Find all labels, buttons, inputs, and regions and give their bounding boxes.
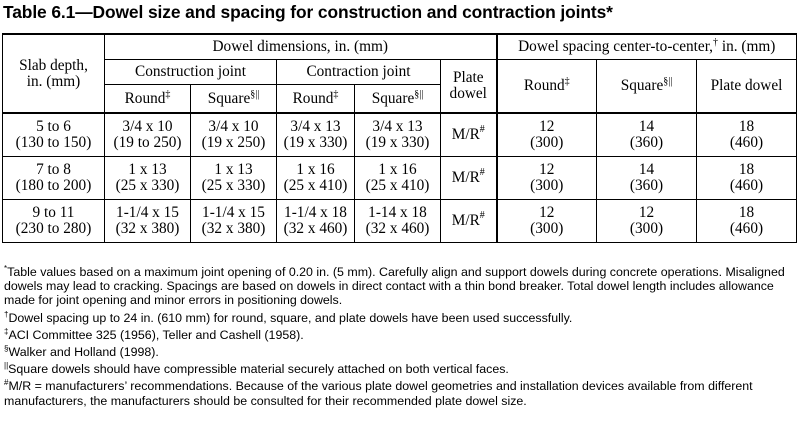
cell-construction-round: 3/4 x 10 (19 to 250)	[105, 113, 191, 157]
table-row	[3, 113, 797, 157]
cell-construction-square: 3/4 x 10 (19 x 250)	[191, 113, 277, 157]
cell-contraction-square: 3/4 x 13 (19 x 330)	[355, 113, 441, 157]
cell-spacing-square: 14 (360)	[597, 157, 697, 200]
cell-slab-depth: 9 to 11 (230 to 280)	[3, 200, 105, 243]
cell-slab-depth: 5 to 6 (130 to 150)	[3, 113, 105, 157]
header-contraction-square: Square§||	[355, 85, 441, 114]
cell-construction-square: 1-1/4 x 15 (32 x 380)	[191, 200, 277, 243]
cell-spacing-plate: 18 (460)	[697, 157, 797, 200]
footnotes	[4, 265, 798, 411]
cell-slab-depth: 7 to 8 (180 to 200)	[3, 157, 105, 200]
footnote: #M/R = manufacturers’ recommendations. Because of the various plate dowel geometries and installation devices available from different manufacturers, the manufacturers should be consulted for their recommended plate dowel size.	[4, 378, 753, 408]
footnote: ||Square dowels should have compressible material securely attached on both vertical faces.	[4, 361, 509, 377]
cell-construction-square: 1 x 13 (25 x 330)	[191, 157, 277, 200]
cell-contraction-square: 1-14 x 18 (32 x 460)	[355, 200, 441, 243]
table-row	[3, 157, 797, 200]
table-title: Table 6.1—Dowel size and spacing for construction and contraction joints*	[3, 2, 613, 22]
header-spacing-round: Round‡	[497, 60, 597, 114]
header-contraction-round: Round‡	[277, 85, 355, 114]
cell-spacing-square: 12 (300)	[597, 200, 697, 243]
cell-spacing-round: 12 (300)	[497, 157, 597, 200]
header-contraction-joint: Contraction joint	[277, 60, 441, 85]
cell-spacing-round: 12 (300)	[497, 200, 597, 243]
header-plate-dowel: Plate dowel	[441, 60, 497, 114]
cell-plate-dowel: M/R#	[441, 157, 497, 200]
header-spacing-plate-dowel: Plate dowel	[697, 60, 797, 114]
cell-contraction-round: 3/4 x 13 (19 x 330)	[277, 113, 355, 157]
footnote: *Table values based on a maximum joint opening of 0.20 in. (5 mm). Carefully align and support dowels during concrete operations. Misaligned dowels may lead to cracking. Spacings are based on dowels in direct contact with a thin bond breaker. Total dowel length includes allowance made for joint opening and minor errors in positioning dowels.	[4, 264, 785, 308]
header-construction-joint: Construction joint	[105, 60, 277, 85]
header-dowel-dimensions: Dowel dimensions, in. (mm)	[105, 34, 497, 60]
cell-construction-round: 1-1/4 x 15 (32 x 380)	[105, 200, 191, 243]
cell-plate-dowel: M/R#	[441, 200, 497, 243]
cell-plate-dowel: M/R#	[441, 113, 497, 157]
cell-contraction-round: 1-1/4 x 18 (32 x 460)	[277, 200, 355, 243]
cell-spacing-plate: 18 (460)	[697, 113, 797, 157]
cell-contraction-round: 1 x 16 (25 x 410)	[277, 157, 355, 200]
footnote: §Walker and Holland (1998).	[4, 344, 159, 360]
cell-spacing-round: 12 (300)	[497, 113, 597, 157]
header-dowel-spacing: Dowel spacing center-to-center,† in. (mm)	[497, 34, 797, 60]
cell-construction-round: 1 x 13 (25 x 330)	[105, 157, 191, 200]
header-construction-square: Square§||	[191, 85, 277, 114]
header-construction-round: Round‡	[105, 85, 191, 114]
table-row	[3, 200, 797, 243]
footnote: †Dowel spacing up to 24 in. (610 mm) for round, square, and plate dowels have been used successfully.	[4, 309, 573, 325]
cell-spacing-plate: 18 (460)	[697, 200, 797, 243]
cell-contraction-square: 1 x 16 (25 x 410)	[355, 157, 441, 200]
header-spacing-square: Square§||	[597, 60, 697, 114]
header-slab-depth: Slab depth, in. (mm)	[3, 34, 105, 113]
cell-spacing-square: 14 (360)	[597, 113, 697, 157]
dowel-table	[2, 33, 797, 243]
footnote: ‡ACI Committee 325 (1956), Teller and Cashell (1958).	[4, 326, 304, 342]
